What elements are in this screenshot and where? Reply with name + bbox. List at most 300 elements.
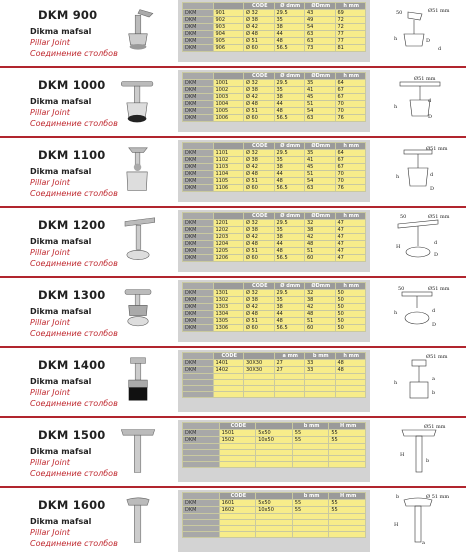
table-cell: Ø 51 (244, 178, 275, 185)
table-cell: Ø 42 (244, 24, 275, 31)
table-row (183, 80, 366, 87)
table-row (183, 318, 366, 325)
table-cell: 67 (335, 94, 366, 101)
table-cell: 10x50 (256, 437, 293, 444)
table-cell: 1402 (213, 367, 244, 374)
table-cell: 47 (335, 248, 366, 255)
product-name-tr: Dikma mafsal (30, 447, 92, 456)
product-block (0, 0, 466, 62)
table-cell: 51 (305, 248, 336, 255)
table-cell: Ø 51 (244, 318, 275, 325)
table-header-cell (213, 73, 244, 80)
table-row (183, 248, 366, 255)
table-cell: 1202 (213, 227, 244, 234)
technical-drawing (382, 282, 454, 340)
table-cell: 35 (274, 227, 305, 234)
table-cell: Ø 48 (244, 101, 275, 108)
table-cell: 67 (335, 164, 366, 171)
table-header-row (183, 213, 366, 220)
table-cell: DKM (183, 290, 214, 297)
dimension-label: D (432, 322, 437, 328)
product-name-tr: Dikma mafsal (30, 97, 92, 106)
table-header-cell: CODE (244, 3, 275, 10)
table-header-cell: CODE (244, 213, 275, 220)
table-cell: 33 (305, 360, 336, 367)
table-cell: Ø 60 (244, 185, 275, 192)
table-cell: 67 (335, 87, 366, 94)
product-photo (112, 352, 164, 410)
table-cell: 29.5 (274, 290, 305, 297)
table-cell: 27 (274, 367, 305, 374)
table-cell: Ø 38 (244, 297, 275, 304)
table-cell: 51 (305, 101, 336, 108)
table-header-cell (256, 493, 293, 500)
table-cell: 35 (274, 157, 305, 164)
table-cell (292, 462, 329, 468)
table-cell: 1502 (219, 437, 256, 444)
table-cell: 44 (274, 171, 305, 178)
product-block (0, 350, 466, 412)
table-row (183, 500, 366, 507)
table-cell: Ø 60 (244, 255, 275, 262)
table-cell: 77 (335, 38, 366, 45)
table-header-cell: CODE (244, 143, 275, 150)
table-cell: 1102 (213, 157, 244, 164)
table-cell: Ø 42 (244, 234, 275, 241)
table-cell: Ø 48 (244, 241, 275, 248)
table-row (183, 241, 366, 248)
table-cell: 51 (305, 171, 336, 178)
table-cell: 73 (305, 45, 336, 52)
table-cell: 54 (305, 108, 336, 115)
table-row (183, 17, 366, 24)
table-cell: DKM (183, 178, 214, 185)
table-cell: Ø 38 (244, 87, 275, 94)
spec-table (182, 492, 366, 538)
table-row (183, 532, 366, 538)
product-photo (112, 492, 164, 550)
dimension-label: d (428, 98, 432, 104)
table-row (183, 171, 366, 178)
table-cell: DKM (183, 10, 214, 17)
separator-line (0, 486, 466, 488)
table-cell: 38 (274, 234, 305, 241)
table-cell: 48 (305, 311, 336, 318)
table-cell: 1303 (213, 304, 244, 311)
product-name: DKM 1000 (38, 78, 106, 92)
dimension-label: Ø51 mm (428, 286, 450, 292)
table-cell: 55 (329, 430, 366, 437)
table-cell: 63 (305, 115, 336, 122)
table-cell: 44 (274, 311, 305, 318)
table-header-cell: H mm (329, 493, 366, 500)
product-name-en: Pillar Joint (30, 388, 70, 397)
table-cell: 50 (335, 318, 366, 325)
table-cell (183, 392, 214, 398)
table-cell: 29.5 (274, 10, 305, 17)
separator-line (0, 416, 466, 418)
table-cell: 903 (213, 24, 244, 31)
table-cell: 69 (335, 10, 366, 17)
dimension-label: a (432, 376, 435, 382)
table-cell: 1101 (213, 150, 244, 157)
table-header-cell: CODE (219, 493, 256, 500)
table-cell: 35 (274, 17, 305, 24)
table-cell: 48 (274, 318, 305, 325)
table-cell (213, 392, 244, 398)
table-header-row (183, 143, 366, 150)
spec-table (182, 2, 366, 52)
table-cell: 50 (335, 304, 366, 311)
table-cell: 1201 (213, 220, 244, 227)
table-cell: Ø 60 (244, 115, 275, 122)
product-name-tr: Dikma mafsal (30, 237, 92, 246)
table-header-cell: Ø dmm (274, 283, 305, 290)
table-header-cell (183, 283, 214, 290)
table-cell: 38 (305, 227, 336, 234)
table-cell: DKM (183, 150, 214, 157)
table-cell: 50 (335, 297, 366, 304)
product-block (0, 70, 466, 132)
table-cell: DKM (183, 360, 214, 367)
table-cell: 29.5 (274, 150, 305, 157)
table-header-cell (183, 353, 214, 360)
product-name-ru: Соединение столбов (30, 259, 118, 268)
table-header-cell (213, 3, 244, 10)
table-cell: Ø 60 (244, 45, 275, 52)
table-cell: 54 (305, 24, 336, 31)
product-block (0, 210, 466, 272)
table-cell: 35 (274, 87, 305, 94)
table-cell: 29.5 (274, 220, 305, 227)
table-cell: 50 (335, 311, 366, 318)
table-cell (256, 462, 293, 468)
table-cell: 1602 (219, 507, 256, 514)
table-cell: Ø 60 (244, 325, 275, 332)
table-row (183, 157, 366, 164)
table-cell: DKM (183, 108, 214, 115)
dimension-label: 50 (396, 10, 403, 16)
table-cell: 63 (305, 185, 336, 192)
table-cell: 32 (305, 220, 336, 227)
table-header-cell: Ø dmm (274, 213, 305, 220)
table-header-cell: h mm (335, 283, 366, 290)
table-cell: Ø 42 (244, 94, 275, 101)
table-cell: 60 (305, 325, 336, 332)
table-row (183, 360, 366, 367)
table-cell: 72 (335, 24, 366, 31)
dimension-label: D (428, 114, 433, 120)
product-photo (112, 2, 164, 60)
table-cell: 1206 (213, 255, 244, 262)
technical-drawing (382, 352, 454, 410)
product-name-en: Pillar Joint (30, 458, 70, 467)
dimension-label: 50 (400, 214, 407, 220)
technical-drawing (382, 492, 454, 550)
table-cell: DKM (183, 437, 220, 444)
table-cell: DKM (183, 157, 214, 164)
table-row (183, 108, 366, 115)
table-cell: 1104 (213, 171, 244, 178)
technical-drawing (382, 2, 454, 60)
table-header-cell (183, 423, 220, 430)
table-cell: 70 (335, 108, 366, 115)
table-cell: DKM (183, 311, 214, 318)
table-cell: 54 (305, 178, 336, 185)
separator-line (0, 136, 466, 138)
table-row (183, 297, 366, 304)
table-cell: 55 (329, 507, 366, 514)
dimension-label: D (426, 38, 431, 44)
table-cell: DKM (183, 45, 214, 52)
table-cell: 906 (213, 45, 244, 52)
spec-table (182, 72, 366, 122)
table-header-row (183, 73, 366, 80)
table-cell: DKM (183, 500, 220, 507)
table-cell: 48 (274, 108, 305, 115)
table-header-cell: b mm (292, 423, 329, 430)
table-cell: DKM (183, 255, 214, 262)
table-header-cell: CODE (244, 73, 275, 80)
product-photo (112, 422, 164, 480)
technical-drawing (382, 72, 454, 130)
product-name-tr: Dikma mafsal (30, 517, 92, 526)
separator-line (0, 346, 466, 348)
table-row (183, 178, 366, 185)
table-cell: 38 (274, 304, 305, 311)
table-cell: 38 (305, 297, 336, 304)
table-cell: DKM (183, 185, 214, 192)
table-header-cell: CODE (244, 283, 275, 290)
table-header-cell: ØDmm (305, 3, 336, 10)
table-row (183, 234, 366, 241)
table-cell: 56.5 (274, 185, 305, 192)
table-cell: 70 (335, 178, 366, 185)
table-cell: 1203 (213, 234, 244, 241)
table-header-cell (183, 73, 214, 80)
spec-table (182, 352, 366, 398)
table-cell: 1205 (213, 248, 244, 255)
product-block (0, 490, 466, 552)
dimension-label: d (438, 46, 442, 52)
table-cell: Ø 51 (244, 108, 275, 115)
table-header-cell: ØDmm (305, 283, 336, 290)
table-cell: 45 (305, 94, 336, 101)
table-header-cell: h mm (335, 213, 366, 220)
product-name: DKM 1400 (38, 358, 106, 372)
table-cell: 1004 (213, 101, 244, 108)
table-cell: 56.5 (274, 325, 305, 332)
table-cell: DKM (183, 318, 214, 325)
product-name: DKM 1300 (38, 288, 106, 302)
table-cell: 64 (335, 150, 366, 157)
table-cell: Ø 48 (244, 31, 275, 38)
dimension-label: d (430, 172, 434, 178)
table-header-cell: Ø dmm (274, 143, 305, 150)
table-cell: DKM (183, 24, 214, 31)
table-cell: 42 (305, 304, 336, 311)
table-header-cell (213, 283, 244, 290)
table-cell (305, 392, 336, 398)
table-cell: 70 (335, 171, 366, 178)
table-cell: 55 (292, 507, 329, 514)
table-cell: Ø 42 (244, 304, 275, 311)
spec-table (182, 212, 366, 262)
table-row (183, 31, 366, 38)
table-cell: DKM (183, 115, 214, 122)
table-cell: 55 (329, 437, 366, 444)
table-header-cell: ØDmm (305, 213, 336, 220)
dimension-label: h (394, 380, 398, 386)
dimension-label: b (396, 494, 400, 500)
table-header-cell: Ø dmm (274, 3, 305, 10)
table-row (183, 507, 366, 514)
table-cell: Ø 38 (244, 17, 275, 24)
table-cell: 76 (335, 185, 366, 192)
table-cell: DKM (183, 94, 214, 101)
dimension-label: H (400, 452, 405, 458)
dimension-label: H (396, 244, 401, 250)
dimension-label: h (396, 174, 400, 180)
table-cell: 47 (335, 234, 366, 241)
table-cell: DKM (183, 367, 214, 374)
product-name-en: Pillar Joint (30, 38, 70, 47)
product-name-tr: Dikma mafsal (30, 377, 92, 386)
table-cell: Ø 38 (244, 157, 275, 164)
product-block (0, 420, 466, 482)
table-cell: 56.5 (274, 45, 305, 52)
table-header-cell (256, 423, 293, 430)
table-cell: DKM (183, 164, 214, 171)
table-cell (219, 462, 256, 468)
dimension-label: d (432, 308, 436, 314)
dimension-label: D (430, 186, 435, 192)
table-header-row (183, 423, 366, 430)
table-cell: 48 (305, 241, 336, 248)
separator-line (0, 276, 466, 278)
table-cell: 55 (292, 500, 329, 507)
product-name-tr: Dikma mafsal (30, 307, 92, 316)
table-cell: Ø 48 (244, 311, 275, 318)
table-cell: DKM (183, 304, 214, 311)
table-header-cell: Ø dmm (274, 73, 305, 80)
table-cell: 47 (335, 241, 366, 248)
product-name: DKM 1200 (38, 218, 106, 232)
table-cell: 1304 (213, 311, 244, 318)
table-cell (183, 532, 220, 538)
table-cell: 43 (305, 10, 336, 17)
table-cell: 1306 (213, 325, 244, 332)
table-header-cell (183, 213, 214, 220)
table-cell: 10x50 (256, 507, 293, 514)
table-cell: 1305 (213, 318, 244, 325)
product-photo (112, 142, 164, 200)
table-cell: 64 (335, 80, 366, 87)
table-cell: 47 (335, 220, 366, 227)
table-cell: DKM (183, 80, 214, 87)
table-cell: 49 (305, 17, 336, 24)
table-cell: 55 (292, 430, 329, 437)
product-name: DKM 900 (38, 8, 98, 22)
table-header-cell (244, 353, 275, 360)
table-cell: 42 (305, 234, 336, 241)
table-cell: 1005 (213, 108, 244, 115)
table-cell: DKM (183, 220, 214, 227)
product-name-ru: Соединение столбов (30, 469, 118, 478)
spec-table (182, 422, 366, 468)
dimension-label: Ø 51 mm (426, 494, 450, 500)
technical-drawing (382, 422, 454, 480)
table-header-cell: h mm (335, 3, 366, 10)
table-cell: 48 (335, 367, 366, 374)
table-cell (335, 392, 366, 398)
table-cell (219, 532, 256, 538)
dimension-label: D (434, 252, 439, 258)
product-name-ru: Соединение столбов (30, 119, 118, 128)
table-header-cell (213, 143, 244, 150)
table-cell: 32 (305, 290, 336, 297)
table-cell: 72 (335, 17, 366, 24)
dimension-label: a (422, 540, 425, 546)
product-photo (112, 212, 164, 270)
product-name-en: Pillar Joint (30, 318, 70, 327)
table-cell: 56.5 (274, 255, 305, 262)
table-cell: 48 (274, 38, 305, 45)
table-header-row (183, 493, 366, 500)
table-cell: 45 (305, 164, 336, 171)
product-name-ru: Соединение столбов (30, 399, 118, 408)
table-header-cell: b mm (292, 493, 329, 500)
table-cell: 50 (335, 325, 366, 332)
table-header-cell: b mm (305, 353, 336, 360)
table-row (183, 164, 366, 171)
table-cell: 47 (335, 227, 366, 234)
table-cell (329, 462, 366, 468)
table-row (183, 311, 366, 318)
table-cell: 1301 (213, 290, 244, 297)
table-header-cell (183, 3, 214, 10)
dimension-label: Ø51 mm (426, 146, 448, 152)
product-name-ru: Соединение столбов (30, 539, 118, 548)
table-cell: Ø 51 (244, 38, 275, 45)
table-cell: 44 (274, 241, 305, 248)
table-cell: Ø 32 (244, 220, 275, 227)
table-row (183, 94, 366, 101)
table-cell: 1001 (213, 80, 244, 87)
table-cell: 55 (292, 437, 329, 444)
table-cell: 1002 (213, 87, 244, 94)
table-cell: 35 (274, 297, 305, 304)
table-cell: 1103 (213, 164, 244, 171)
table-row (183, 24, 366, 31)
spec-table (182, 142, 366, 192)
table-cell: DKM (183, 101, 214, 108)
table-cell: 1401 (213, 360, 244, 367)
table-cell: Ø 32 (244, 150, 275, 157)
product-name-en: Pillar Joint (30, 178, 70, 187)
table-row (183, 87, 366, 94)
product-name: DKM 1600 (38, 498, 106, 512)
table-cell (244, 392, 275, 398)
dimension-label: Ø51 mm (428, 214, 450, 220)
table-header-cell: CODE (219, 423, 256, 430)
table-cell: 56.5 (274, 115, 305, 122)
product-name: DKM 1500 (38, 428, 106, 442)
spec-table (182, 282, 366, 332)
table-header-cell (213, 213, 244, 220)
product-name: DKM 1100 (38, 148, 106, 162)
table-cell: 48 (274, 178, 305, 185)
